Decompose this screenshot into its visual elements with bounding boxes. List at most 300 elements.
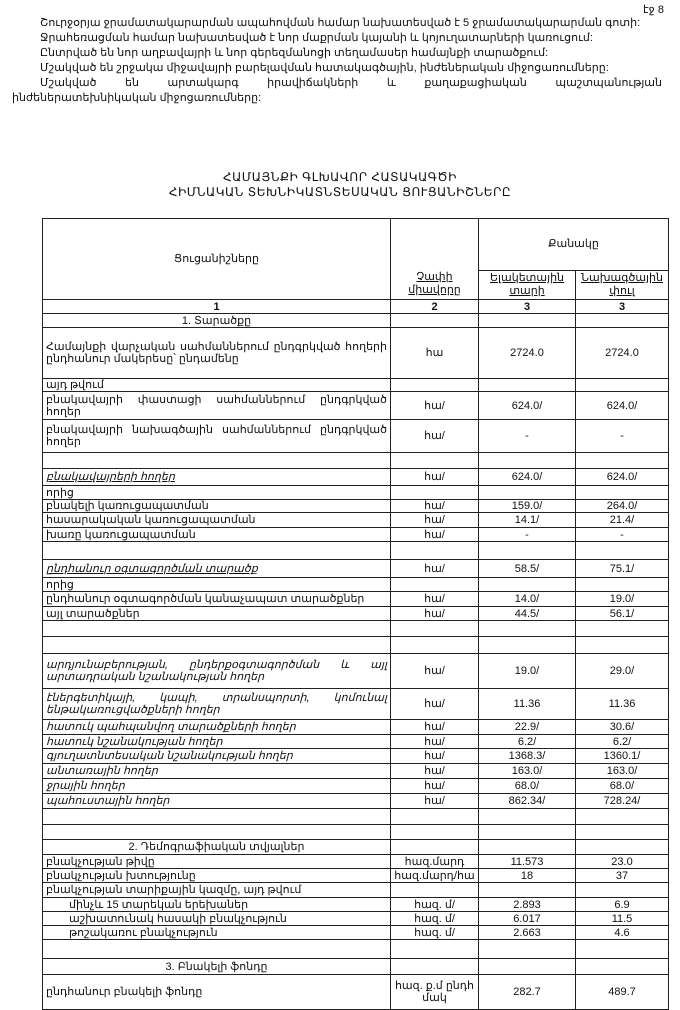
intro-line: ինժեներատեխնիկական միջոցառումները: [12, 92, 262, 104]
unit-cell-text: հա [425, 347, 444, 359]
base-year-cell [479, 392, 576, 420]
intro-text [12, 16, 662, 106]
base-year-cell-text: 282.7 [513, 986, 541, 998]
unit-cell [391, 898, 479, 912]
project-phase-cell [576, 420, 669, 453]
project-phase-cell [576, 328, 669, 379]
unit-cell [391, 328, 479, 379]
unit-cell-text: հա/ [424, 500, 445, 512]
section-row [43, 959, 669, 975]
base-year-cell-text: 624.0/ [511, 399, 543, 412]
unit-cell [391, 469, 479, 486]
project-phase-cell [576, 779, 669, 794]
base-year-cell-text: 1368.3/ [508, 750, 546, 762]
unit-cell [391, 749, 479, 764]
base-year-cell [479, 592, 576, 607]
indicator-cell [43, 513, 391, 528]
unit-cell [391, 607, 479, 621]
table-row [43, 883, 669, 898]
table-row [43, 420, 669, 453]
project-phase-cell-text: 6.2/ [612, 735, 632, 748]
project-phase-cell-text: 68.0/ [609, 780, 635, 792]
base-year-cell-text: 163.0/ [511, 765, 543, 777]
unit-cell [391, 912, 479, 926]
unit-cell [391, 809, 479, 825]
unit-cell [391, 764, 479, 779]
base-year-cell-text: 6.2/ [517, 735, 537, 748]
unit-cell [391, 654, 479, 689]
table-row [43, 500, 669, 513]
unit-cell [391, 855, 479, 869]
project-phase-cell-text: 56.1/ [609, 607, 635, 620]
base-year-cell-text: 11.36 [513, 698, 541, 710]
unit-cell [391, 840, 479, 855]
base-year-cell [479, 779, 576, 794]
unit-cell-text: հա/ [424, 593, 445, 605]
project-phase-cell [576, 898, 669, 912]
indicator-cell [43, 794, 391, 809]
table-row [43, 764, 669, 779]
indicator-cell [43, 735, 391, 749]
table-row [43, 578, 669, 592]
base-year-cell-text: 68.0/ [514, 780, 540, 792]
indicator-cell [43, 592, 391, 607]
indicator-cell [43, 314, 391, 328]
table-row [43, 560, 669, 578]
unit-cell [391, 542, 479, 560]
table-row [43, 869, 669, 883]
base-year-cell [479, 560, 576, 578]
indicator-cell-text: գյուղատնտեսական նշանակության հողեր [46, 750, 293, 762]
base-year-cell-text: 44.5/ [514, 607, 540, 620]
base-year-cell [479, 654, 576, 689]
base-year-cell [479, 869, 576, 883]
project-phase-cell [576, 975, 669, 1010]
indicator-cell-text: բնակավայրի նախագծային սահմաններում ընդգրկված հողեր [46, 424, 387, 448]
base-year-cell [479, 314, 576, 328]
base-year-cell [479, 469, 576, 486]
project-phase-cell [576, 855, 669, 869]
document-title [0, 170, 680, 200]
indicator-cell-text: 1. Տարածքը [181, 314, 252, 327]
project-phase-cell [576, 689, 669, 720]
base-year-cell [479, 542, 576, 560]
project-phase-cell [576, 469, 669, 486]
base-year-cell [479, 578, 576, 592]
indicators-table [42, 218, 669, 1010]
unit-cell [391, 794, 479, 809]
project-phase-cell-text: 163.0/ [606, 765, 638, 777]
base-year-cell-text: 159.0/ [511, 500, 543, 512]
table-row [43, 654, 669, 689]
base-year-cell [479, 379, 576, 392]
indicator-cell [43, 500, 391, 513]
unit-cell-text: հազ.մարդ [404, 855, 465, 868]
title-line: ՀԱՄԱՅՆՔԻ ԳԼԽԱՎՈՐ ՀԱՏԱԿԱԳԾԻ [223, 170, 457, 184]
project-phase-cell-text: 728.24/ [603, 795, 641, 807]
indicator-cell-text: այդ թվում [46, 379, 104, 391]
base-year-cell-text: 14.0/ [514, 593, 540, 605]
table-row [43, 779, 669, 794]
indicator-cell-text: 3. Բնակելի ֆոնդը [165, 960, 268, 973]
base-year-cell-text: 2.663 [513, 926, 541, 939]
base-year-cell [479, 513, 576, 528]
header-base-year [479, 271, 576, 300]
base-year-cell [479, 898, 576, 912]
table-row [43, 898, 669, 912]
header-unit [391, 219, 479, 300]
unit-cell [391, 513, 479, 528]
unit-cell [391, 314, 479, 328]
project-phase-cell-text: 11.36 [608, 698, 636, 710]
indicator-cell-text: աշխատունակ հասակի բնակչություն [69, 912, 287, 925]
table-row [43, 392, 669, 420]
base-year-cell-text: 624.0/ [511, 471, 543, 483]
unit-cell-text: հա/ [424, 721, 445, 733]
base-year-cell [479, 720, 576, 735]
project-phase-cell-text: 30.6/ [609, 721, 635, 733]
base-year-cell [479, 528, 576, 542]
project-phase-cell [576, 840, 669, 855]
base-year-cell [479, 883, 576, 898]
base-year-cell [479, 975, 576, 1010]
base-year-cell [479, 420, 576, 453]
base-year-cell [479, 749, 576, 764]
indicator-cell [43, 469, 391, 486]
table-row [43, 379, 669, 392]
table-row [43, 637, 669, 654]
unit-cell-text: հա/ [424, 795, 445, 807]
indicator-cell-text: մինչև 15 տարեկան երեխաներ [69, 898, 249, 911]
base-year-cell [479, 959, 576, 975]
unit-cell [391, 420, 479, 453]
base-year-cell [479, 500, 576, 513]
indicator-cell-text: պահուստային հողեր [46, 795, 170, 807]
project-phase-cell [576, 453, 669, 469]
indicator-cell-text: խառը կառուցապատման [46, 528, 196, 541]
base-year-cell-text: 58.5/ [514, 562, 540, 575]
unit-cell [391, 453, 479, 469]
project-phase-cell [576, 940, 669, 959]
project-phase-cell-text: 4.6 [614, 926, 630, 939]
unit-cell-text: հա/ [424, 430, 445, 442]
indicator-cell-text: անտառային հողեր [46, 765, 158, 777]
table-row [43, 749, 669, 764]
unit-cell-text: հա/ [424, 514, 445, 526]
project-phase-cell [576, 794, 669, 809]
table-row [43, 940, 669, 959]
base-year-cell-text: - [525, 528, 529, 541]
unit-cell [391, 720, 479, 735]
project-phase-cell [576, 720, 669, 735]
unit-cell [391, 779, 479, 794]
section-row [43, 840, 669, 855]
indicator-cell-text: բնակավայրերի հողեր [46, 471, 175, 483]
indicator-cell-text: ընդհանուր բնակելի ֆոնդը [46, 986, 203, 998]
project-phase-cell [576, 869, 669, 883]
indicator-cell [43, 840, 391, 855]
indicator-cell-text: Համայնքի վարչական սահմաններում ընդգրկված հողերի ընդհանուր մակերեսը՝ ընդամենը [46, 341, 387, 365]
project-phase-cell-text: - [620, 528, 624, 541]
base-year-cell-text: 18 [520, 869, 534, 882]
base-year-cell [479, 637, 576, 654]
unit-cell [391, 379, 479, 392]
project-phase-cell-text: 21.4/ [609, 514, 635, 526]
project-phase-cell [576, 735, 669, 749]
project-phase-cell [576, 528, 669, 542]
indicator-cell [43, 720, 391, 735]
table-row [43, 689, 669, 720]
indicator-cell-text: արդյունաբերության, ընդերքօգտագործման և այլ արտադրական նշանակության հողեր [46, 659, 387, 683]
indicator-cell [43, 825, 391, 840]
table-row [43, 912, 669, 926]
base-year-cell [479, 486, 576, 500]
indicator-cell [43, 420, 391, 453]
unit-cell [391, 392, 479, 420]
column-number: 1 [43, 300, 391, 314]
base-year-cell [479, 735, 576, 749]
table-row [43, 469, 669, 486]
indicator-cell-text: բնակավայրի փաստացի սահմաններում ընդգրկված հողեր [46, 393, 387, 418]
base-year-cell-text: 6.017 [513, 912, 541, 925]
header-base-year-label: Ելակետային տարի [489, 272, 565, 297]
project-phase-cell-text: 624.0/ [606, 471, 638, 483]
base-year-cell-text: - [525, 430, 529, 442]
indicator-cell [43, 392, 391, 420]
base-year-cell [479, 621, 576, 637]
project-phase-cell-text: - [620, 430, 624, 442]
project-phase-cell-text: 19.0/ [609, 593, 635, 605]
table-row [43, 794, 669, 809]
project-phase-cell [576, 379, 669, 392]
table-row [43, 592, 669, 607]
unit-cell [391, 689, 479, 720]
unit-cell [391, 528, 479, 542]
indicator-cell [43, 975, 391, 1010]
unit-cell [391, 500, 479, 513]
indicator-cell-text: հատուկ պահպանվող տարածքների հողեր [46, 721, 296, 733]
base-year-cell [479, 840, 576, 855]
unit-cell-text: հա/ [424, 528, 445, 541]
page-number: էջ 8 [643, 4, 664, 16]
project-phase-cell [576, 809, 669, 825]
table-row [43, 825, 669, 840]
indicator-cell-text: բնակչության թիվը [46, 855, 155, 868]
header-indicators: Ցուցանիշները [43, 219, 391, 300]
table-row [43, 542, 669, 560]
unit-cell [391, 486, 479, 500]
base-year-cell-text: 14.1/ [514, 514, 540, 526]
unit-cell [391, 637, 479, 654]
project-phase-cell-text: 75.1/ [609, 562, 635, 575]
indicator-cell [43, 528, 391, 542]
table-row [43, 513, 669, 528]
project-phase-cell-text: 1360.1/ [603, 750, 641, 762]
base-year-cell [479, 794, 576, 809]
base-year-cell [479, 453, 576, 469]
project-phase-cell [576, 926, 669, 940]
indicator-cell [43, 654, 391, 689]
indicator-cell-text: բնակելի կառուցապատման [46, 500, 209, 512]
project-phase-cell [576, 607, 669, 621]
indicator-cell-text: որից [46, 486, 74, 499]
project-phase-cell-text: 264.0/ [606, 500, 638, 512]
project-phase-cell [576, 513, 669, 528]
project-phase-cell [576, 500, 669, 513]
indicator-cell-text: 2. Դեմոգրաֆիական տվյալներ [128, 841, 305, 853]
base-year-cell [479, 940, 576, 959]
indicator-cell [43, 898, 391, 912]
project-phase-cell [576, 749, 669, 764]
unit-cell-text: հա/ [424, 765, 445, 777]
intro-line: Մշակված են շրջակա միջավայրի բարելավման հատակագծային, ինժեներական միջոցառումները: [40, 62, 609, 74]
indicator-cell-text: այլ տարածքներ [46, 607, 140, 620]
unit-cell [391, 959, 479, 975]
header-unit-label: Չափի միավորը [408, 271, 461, 296]
table-row [43, 328, 669, 379]
intro-line: Շուրջօրյա ջրամատակարարման ապահովման համար նախատեսված է 5 ջրամատակարարման գոտի: [40, 17, 641, 29]
indicator-cell-text: էներգետիկայի, կապի, տրանսպորտի, կոմունալ ենթակառուցվածքների հողեր [46, 692, 387, 716]
unit-cell [391, 578, 479, 592]
unit-cell-text: հա/ [424, 399, 445, 412]
base-year-cell-text: 11.573 [510, 855, 544, 868]
indicator-cell-text: հատուկ նշանակության հողեր [46, 735, 223, 748]
unit-cell [391, 975, 479, 1010]
unit-cell-text: հազ. մ/ [414, 926, 455, 939]
base-year-cell [479, 607, 576, 621]
column-number: 3 [576, 300, 669, 314]
table-row [43, 735, 669, 749]
project-phase-cell-text: 2724.0 [605, 347, 639, 359]
project-phase-cell [576, 621, 669, 637]
unit-cell-text: հա/ [424, 698, 445, 710]
table-row [43, 486, 669, 500]
base-year-cell [479, 825, 576, 840]
project-phase-cell-text: 11.5 [611, 912, 633, 925]
base-year-cell [479, 912, 576, 926]
project-phase-cell [576, 592, 669, 607]
indicator-cell [43, 542, 391, 560]
indicator-cell-text: բնակչության տարիքային կազմը, այդ թվում [46, 884, 302, 896]
unit-cell-text: հա/ [424, 735, 445, 748]
project-phase-cell-text: 29.0/ [609, 665, 635, 677]
intro-line: Մշակված են արտակարգ իրավիճակների և քաղաքացիական պաշտպանության [40, 77, 662, 89]
header-quantity: Քանակը [479, 219, 669, 271]
table-row [43, 720, 669, 735]
base-year-cell [479, 926, 576, 940]
unit-cell [391, 869, 479, 883]
indicator-cell-text: բնակչության խտությունը [46, 869, 196, 882]
project-phase-cell [576, 825, 669, 840]
base-year-cell [479, 328, 576, 379]
base-year-cell [479, 855, 576, 869]
indicator-cell-text: ընդհանուր օգտագործման տարածք [46, 562, 258, 575]
indicator-cell [43, 959, 391, 975]
intro-line: Ջրահեռացման համար նախատեսված է նոր մաքրման կայանի և կոյուղատարների կառուցում: [40, 32, 593, 44]
indicator-cell [43, 869, 391, 883]
indicator-cell [43, 779, 391, 794]
project-phase-cell [576, 314, 669, 328]
unit-cell [391, 735, 479, 749]
section-row [43, 314, 669, 328]
header-project-phase [576, 271, 669, 300]
project-phase-cell [576, 912, 669, 926]
project-phase-cell [576, 959, 669, 975]
project-phase-cell [576, 392, 669, 420]
project-phase-cell [576, 560, 669, 578]
unit-cell [391, 883, 479, 898]
project-phase-cell [576, 637, 669, 654]
indicator-cell [43, 637, 391, 654]
header-project-phase-label: Նախագծային փուլ [581, 272, 663, 297]
unit-cell [391, 560, 479, 578]
base-year-cell [479, 764, 576, 779]
indicator-cell [43, 453, 391, 469]
base-year-cell-text: 22.9/ [514, 721, 540, 733]
base-year-cell-text: 19.0/ [514, 665, 540, 677]
base-year-cell-text: 862.34/ [508, 795, 546, 807]
intro-line: Ընտրված են նոր աղբավայրի և նոր գերեզմանոցի տեղամասեր համայնքի տարածքում: [40, 47, 549, 59]
project-phase-cell-text: 624.0/ [606, 399, 638, 412]
indicator-cell [43, 486, 391, 500]
indicator-cell [43, 749, 391, 764]
project-phase-cell [576, 883, 669, 898]
unit-cell [391, 926, 479, 940]
unit-cell-text: հազ. մ/ [414, 898, 455, 911]
project-phase-cell [576, 486, 669, 500]
column-number: 2 [391, 300, 479, 314]
indicator-cell-text: ընդհանուր օգտագործման կանաչապատ տարածքներ [46, 593, 365, 605]
project-phase-cell [576, 578, 669, 592]
indicator-cell [43, 328, 391, 379]
indicator-cell [43, 912, 391, 926]
base-year-cell-text: 2724.0 [510, 347, 544, 359]
base-year-cell-text: 2.893 [513, 898, 541, 911]
unit-cell-text: հա/ [424, 562, 445, 575]
indicator-cell-text: որից [46, 578, 74, 591]
unit-cell [391, 592, 479, 607]
table-row [43, 528, 669, 542]
base-year-cell [479, 809, 576, 825]
indicator-cell [43, 607, 391, 621]
table-row [43, 453, 669, 469]
indicator-cell [43, 883, 391, 898]
indicator-cell-text: ջրային հողեր [46, 780, 125, 792]
column-number: 3 [479, 300, 576, 314]
indicator-cell-text: հասարակական կառուցապատման [46, 514, 256, 526]
unit-cell-text: հա/ [424, 780, 445, 792]
indicator-cell-text: թոշակառու բնակչություն [69, 926, 218, 939]
project-phase-cell-text: 23.0 [611, 855, 633, 868]
project-phase-cell [576, 542, 669, 560]
indicator-cell [43, 578, 391, 592]
title-line: ՀԻՄՆԱԿԱՆ ՏԵԽՆԻԿԱՏՆՏԵՍԱԿԱՆ ՑՈՒՑԱՆԻՇՆԵՐԸ [168, 185, 512, 199]
unit-cell [391, 825, 479, 840]
indicator-cell [43, 764, 391, 779]
table-row [43, 607, 669, 621]
table-row [43, 855, 669, 869]
indicator-cell [43, 689, 391, 720]
project-phase-cell-text: 37 [615, 869, 629, 882]
indicator-cell [43, 379, 391, 392]
unit-cell-text: հա/ [424, 607, 445, 620]
unit-cell [391, 940, 479, 959]
unit-cell [391, 621, 479, 637]
unit-cell-text: հազ.մարդ/հա [394, 869, 475, 882]
table-row [43, 975, 669, 1010]
table-row [43, 926, 669, 940]
project-phase-cell [576, 764, 669, 779]
